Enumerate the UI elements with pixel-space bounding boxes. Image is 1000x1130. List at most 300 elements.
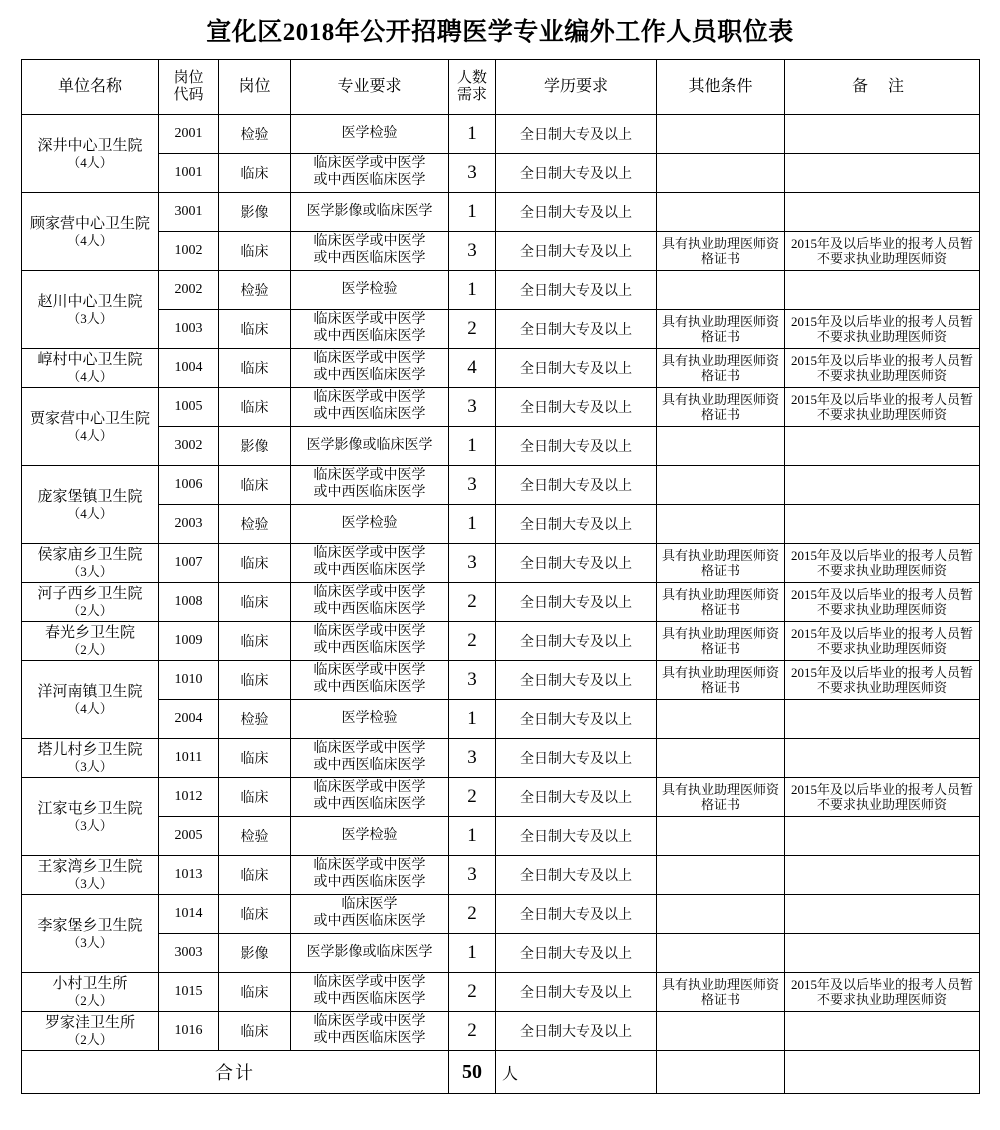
cell-major-requirement <box>291 583 449 622</box>
major-line: 或中西医临床医学 <box>313 602 426 617</box>
cell-note <box>785 934 980 973</box>
cell-major-requirement <box>291 739 449 778</box>
table-row <box>22 895 980 934</box>
cell-post-type: 检验 <box>219 505 291 544</box>
unit-name-text: 深井中心卫生院 <box>37 137 143 154</box>
cell-note <box>785 895 980 934</box>
total-label: 合计 <box>22 1051 449 1094</box>
cell-major-requirement <box>291 310 449 349</box>
cell-note <box>785 700 980 739</box>
cell-major-requirement <box>291 271 449 310</box>
major-line: 医学影像或临床医学 <box>306 437 433 453</box>
cell-post-type: 临床 <box>219 856 291 895</box>
unit-name-text: 春光乡卫生院 <box>44 625 135 642</box>
cell-note: 2015年及以后毕业的报考人员暂不要求执业助理医师资 <box>785 583 980 622</box>
unit-headcount-text: （4人） <box>67 427 113 443</box>
unit-headcount-text: （4人） <box>67 154 113 170</box>
cell-note: 2015年及以后毕业的报考人员暂不要求执业助理医师资 <box>785 349 980 388</box>
cell-unit-name <box>22 388 159 466</box>
unit-headcount-text: （3人） <box>67 817 113 833</box>
cell-unit-name <box>22 1012 159 1051</box>
cell-note <box>785 115 980 154</box>
unit-headcount-text: （2人） <box>67 603 113 619</box>
cell-post-type: 临床 <box>219 310 291 349</box>
cell-post-code: 1010 <box>159 661 219 700</box>
cell-post-code: 1006 <box>159 466 219 505</box>
cell-other-conditions <box>657 856 785 895</box>
cell-headcount: 3 <box>449 466 496 505</box>
cell-note <box>785 154 980 193</box>
cell-unit-name <box>22 349 159 388</box>
cell-headcount: 2 <box>449 622 496 661</box>
table-row <box>22 505 980 544</box>
table-body <box>22 115 980 1051</box>
cell-post-type: 临床 <box>219 973 291 1012</box>
table-row <box>22 115 980 154</box>
cell-post-type: 临床 <box>219 661 291 700</box>
header-row <box>22 60 980 115</box>
major-line: 医学检验 <box>341 710 398 726</box>
cell-major-requirement <box>291 895 449 934</box>
cell-education-requirement: 全日制大专及以上 <box>496 739 657 778</box>
cell-education-requirement: 全日制大专及以上 <box>496 778 657 817</box>
cell-other-conditions <box>657 739 785 778</box>
cell-note: 2015年及以后毕业的报考人员暂不要求执业助理医师资 <box>785 232 980 271</box>
cell-unit-name <box>22 583 159 622</box>
major-line: 临床医学或中医学 <box>313 156 426 172</box>
cell-education-requirement: 全日制大专及以上 <box>496 661 657 700</box>
unit-headcount-text: （4人） <box>67 369 113 385</box>
column-header-note: 备 注 <box>785 60 980 115</box>
cell-unit-name <box>22 973 159 1012</box>
cell-major-requirement <box>291 661 449 700</box>
unit-headcount-text: （3人） <box>67 564 113 580</box>
column-header-number-line1: 人数 <box>456 69 487 86</box>
table-row <box>22 154 980 193</box>
cell-post-code: 1015 <box>159 973 219 1012</box>
cell-headcount: 1 <box>449 817 496 856</box>
cell-education-requirement: 全日制大专及以上 <box>496 427 657 466</box>
cell-headcount: 1 <box>449 505 496 544</box>
cell-post-code: 1013 <box>159 856 219 895</box>
cell-education-requirement: 全日制大专及以上 <box>496 505 657 544</box>
cell-unit-name <box>22 778 159 856</box>
cell-major-requirement <box>291 505 449 544</box>
cell-education-requirement: 全日制大专及以上 <box>496 349 657 388</box>
cell-other-conditions <box>657 466 785 505</box>
major-line: 临床医学或中医学 <box>313 468 426 484</box>
cell-note <box>785 466 980 505</box>
column-header-major: 专业要求 <box>291 60 449 115</box>
table-row <box>22 583 980 622</box>
cell-major-requirement <box>291 622 449 661</box>
table-row <box>22 700 980 739</box>
cell-note: 2015年及以后毕业的报考人员暂不要求执业助理医师资 <box>785 310 980 349</box>
cell-post-type: 临床 <box>219 544 291 583</box>
cell-headcount: 1 <box>449 934 496 973</box>
major-line: 医学检验 <box>341 827 398 843</box>
cell-major-requirement <box>291 1012 449 1051</box>
unit-headcount-text: （4人） <box>67 505 113 521</box>
cell-major-requirement <box>291 778 449 817</box>
cell-headcount: 2 <box>449 973 496 1012</box>
table-row <box>22 661 980 700</box>
major-line: 或中西医临床医学 <box>313 563 426 578</box>
major-line: 或中西医临床医学 <box>313 641 426 656</box>
cell-post-code: 1008 <box>159 583 219 622</box>
cell-post-code: 1009 <box>159 622 219 661</box>
cell-other-conditions <box>657 271 785 310</box>
cell-post-type: 检验 <box>219 700 291 739</box>
unit-name-text: 顾家营中心卫生院 <box>29 215 150 232</box>
cell-unit-name <box>22 661 159 739</box>
major-line: 临床医学或中医学 <box>313 312 426 328</box>
table-row <box>22 817 980 856</box>
major-line: 临床医学或中医学 <box>313 585 426 601</box>
cell-other-conditions: 具有执业助理医师资格证书 <box>657 661 785 700</box>
major-line: 或中西医临床医学 <box>313 368 426 383</box>
cell-education-requirement: 全日制大专及以上 <box>496 583 657 622</box>
unit-name-text: 庞家堡镇卫生院 <box>37 488 143 505</box>
cell-headcount: 3 <box>449 739 496 778</box>
cell-other-conditions <box>657 934 785 973</box>
column-header-post: 岗位 <box>219 60 291 115</box>
cell-post-code: 1012 <box>159 778 219 817</box>
cell-major-requirement <box>291 973 449 1012</box>
cell-education-requirement: 全日制大专及以上 <box>496 1012 657 1051</box>
cell-post-type: 临床 <box>219 232 291 271</box>
major-line: 或中西医临床医学 <box>313 407 426 422</box>
cell-major-requirement <box>291 115 449 154</box>
table-row <box>22 388 980 427</box>
major-line: 或中西医临床医学 <box>313 992 426 1007</box>
unit-headcount-text: （2人） <box>67 642 113 658</box>
total-value: 50 <box>449 1051 496 1094</box>
cell-post-type: 临床 <box>219 778 291 817</box>
cell-note <box>785 505 980 544</box>
total-unit: 人 <box>496 1051 657 1094</box>
table-row <box>22 778 980 817</box>
unit-name-text: 王家湾乡卫生院 <box>37 859 143 876</box>
major-line: 医学影像或临床医学 <box>306 203 433 219</box>
table-row <box>22 232 980 271</box>
cell-headcount: 1 <box>449 193 496 232</box>
cell-note: 2015年及以后毕业的报考人员暂不要求执业助理医师资 <box>785 622 980 661</box>
major-line: 临床医学或中医学 <box>313 624 426 640</box>
major-line: 临床医学或中医学 <box>313 780 426 796</box>
cell-education-requirement: 全日制大专及以上 <box>496 934 657 973</box>
cell-other-conditions: 具有执业助理医师资格证书 <box>657 349 785 388</box>
cell-post-type: 临床 <box>219 349 291 388</box>
cell-other-conditions <box>657 427 785 466</box>
cell-other-conditions: 具有执业助理医师资格证书 <box>657 310 785 349</box>
cell-education-requirement: 全日制大专及以上 <box>496 544 657 583</box>
cell-note <box>785 739 980 778</box>
cell-other-conditions <box>657 115 785 154</box>
cell-post-code: 2004 <box>159 700 219 739</box>
table-footer <box>22 1051 980 1094</box>
cell-post-code: 1002 <box>159 232 219 271</box>
cell-unit-name <box>22 271 159 349</box>
major-line: 临床医学或中医学 <box>313 546 426 562</box>
cell-education-requirement: 全日制大专及以上 <box>496 232 657 271</box>
cell-other-conditions: 具有执业助理医师资格证书 <box>657 622 785 661</box>
major-line: 医学检验 <box>341 515 398 531</box>
cell-post-code: 1016 <box>159 1012 219 1051</box>
major-line: 医学影像或临床医学 <box>306 944 433 960</box>
cell-headcount: 1 <box>449 700 496 739</box>
cell-education-requirement: 全日制大专及以上 <box>496 466 657 505</box>
cell-headcount: 3 <box>449 856 496 895</box>
cell-post-type: 影像 <box>219 427 291 466</box>
cell-other-conditions <box>657 700 785 739</box>
cell-headcount: 3 <box>449 154 496 193</box>
cell-major-requirement <box>291 193 449 232</box>
table-row <box>22 349 980 388</box>
cell-post-code: 1001 <box>159 154 219 193</box>
cell-education-requirement: 全日制大专及以上 <box>496 856 657 895</box>
unit-name-text: 李家堡乡卫生院 <box>37 917 143 934</box>
cell-note: 2015年及以后毕业的报考人员暂不要求执业助理医师资 <box>785 661 980 700</box>
table-row <box>22 739 980 778</box>
major-line: 或中西医临床医学 <box>313 914 426 929</box>
table-row <box>22 544 980 583</box>
major-line: 临床医学或中医学 <box>313 975 426 991</box>
cell-headcount: 1 <box>449 427 496 466</box>
major-line: 或中西医临床医学 <box>313 797 426 812</box>
cell-post-code: 2001 <box>159 115 219 154</box>
cell-post-code: 3002 <box>159 427 219 466</box>
cell-other-conditions: 具有执业助理医师资格证书 <box>657 232 785 271</box>
unit-headcount-text: （3人） <box>67 759 113 775</box>
major-line: 临床医学或中医学 <box>313 351 426 367</box>
cell-post-code: 2005 <box>159 817 219 856</box>
cell-headcount: 2 <box>449 310 496 349</box>
major-line: 或中西医临床医学 <box>313 1031 426 1046</box>
cell-other-conditions: 具有执业助理医师资格证书 <box>657 778 785 817</box>
cell-headcount: 3 <box>449 544 496 583</box>
cell-note <box>785 193 980 232</box>
cell-other-conditions <box>657 505 785 544</box>
cell-post-type: 临床 <box>219 1012 291 1051</box>
cell-post-type: 影像 <box>219 934 291 973</box>
major-line: 或中西医临床医学 <box>313 875 426 890</box>
cell-post-type: 临床 <box>219 154 291 193</box>
cell-education-requirement: 全日制大专及以上 <box>496 973 657 1012</box>
cell-major-requirement <box>291 349 449 388</box>
cell-headcount: 3 <box>449 661 496 700</box>
cell-education-requirement: 全日制大专及以上 <box>496 622 657 661</box>
column-header-number <box>449 60 496 115</box>
cell-post-code: 1003 <box>159 310 219 349</box>
table-header <box>22 60 980 115</box>
cell-major-requirement <box>291 817 449 856</box>
cell-major-requirement <box>291 427 449 466</box>
cell-note <box>785 1012 980 1051</box>
unit-name-text: 河子西乡卫生院 <box>37 586 143 603</box>
unit-headcount-text: （4人） <box>67 232 113 248</box>
cell-headcount: 2 <box>449 1012 496 1051</box>
cell-post-code: 2003 <box>159 505 219 544</box>
unit-name-text: 崞村中心卫生院 <box>37 352 143 369</box>
table-row <box>22 622 980 661</box>
major-line: 临床医学或中医学 <box>313 741 426 757</box>
cell-other-conditions <box>657 154 785 193</box>
column-header-education: 学历要求 <box>496 60 657 115</box>
unit-name-text: 罗家洼卫生所 <box>44 1015 135 1032</box>
cell-post-type: 检验 <box>219 817 291 856</box>
major-line: 或中西医临床医学 <box>313 329 426 344</box>
cell-unit-name <box>22 466 159 544</box>
table-row <box>22 310 980 349</box>
column-header-code-line2: 代码 <box>173 87 204 103</box>
cell-post-code: 1005 <box>159 388 219 427</box>
cell-post-code: 3003 <box>159 934 219 973</box>
column-header-number-line2: 需求 <box>456 87 487 103</box>
cell-education-requirement: 全日制大专及以上 <box>496 388 657 427</box>
major-line: 或中西医临床医学 <box>313 173 426 188</box>
cell-headcount: 2 <box>449 778 496 817</box>
cell-education-requirement: 全日制大专及以上 <box>496 817 657 856</box>
cell-note <box>785 856 980 895</box>
table-row <box>22 1012 980 1051</box>
cell-major-requirement <box>291 232 449 271</box>
cell-major-requirement <box>291 700 449 739</box>
cell-post-code: 1004 <box>159 349 219 388</box>
total-blank-note <box>785 1051 980 1094</box>
cell-other-conditions <box>657 1012 785 1051</box>
cell-unit-name <box>22 193 159 271</box>
unit-name-text: 小村卫生所 <box>52 976 128 993</box>
unit-name-text: 江家屯乡卫生院 <box>37 800 143 817</box>
cell-major-requirement <box>291 388 449 427</box>
cell-post-type: 影像 <box>219 193 291 232</box>
cell-education-requirement: 全日制大专及以上 <box>496 115 657 154</box>
cell-note: 2015年及以后毕业的报考人员暂不要求执业助理医师资 <box>785 778 980 817</box>
cell-post-code: 1007 <box>159 544 219 583</box>
cell-post-type: 临床 <box>219 895 291 934</box>
cell-post-code: 1014 <box>159 895 219 934</box>
major-line: 医学检验 <box>341 125 398 141</box>
major-line: 或中西医临床医学 <box>313 680 426 695</box>
cell-major-requirement <box>291 856 449 895</box>
table-row <box>22 934 980 973</box>
total-row <box>22 1051 980 1094</box>
cell-post-type: 临床 <box>219 583 291 622</box>
cell-other-conditions <box>657 817 785 856</box>
column-header-unit: 单位名称 <box>22 60 159 115</box>
cell-post-code: 2002 <box>159 271 219 310</box>
unit-name-text: 贾家营中心卫生院 <box>29 410 150 427</box>
major-line: 临床医学或中医学 <box>313 858 426 874</box>
table-row <box>22 427 980 466</box>
table-row <box>22 856 980 895</box>
cell-note <box>785 271 980 310</box>
cell-unit-name <box>22 622 159 661</box>
major-line: 或中西医临床医学 <box>313 758 426 773</box>
column-header-code <box>159 60 219 115</box>
cell-post-type: 临床 <box>219 388 291 427</box>
cell-headcount: 1 <box>449 271 496 310</box>
unit-headcount-text: （3人） <box>67 934 113 950</box>
cell-headcount: 2 <box>449 583 496 622</box>
cell-post-type: 临床 <box>219 739 291 778</box>
major-line: 或中西医临床医学 <box>313 485 426 500</box>
cell-post-type: 检验 <box>219 271 291 310</box>
cell-post-type: 检验 <box>219 115 291 154</box>
cell-education-requirement: 全日制大专及以上 <box>496 895 657 934</box>
unit-headcount-text: （3人） <box>67 876 113 892</box>
cell-other-conditions: 具有执业助理医师资格证书 <box>657 973 785 1012</box>
unit-name-text: 侯家庙乡卫生院 <box>37 547 143 564</box>
cell-headcount: 1 <box>449 115 496 154</box>
unit-name-text: 塔儿村乡卫生院 <box>37 742 143 759</box>
cell-post-type: 临床 <box>219 622 291 661</box>
cell-post-type: 临床 <box>219 466 291 505</box>
cell-major-requirement <box>291 154 449 193</box>
column-header-other: 其他条件 <box>657 60 785 115</box>
cell-other-conditions: 具有执业助理医师资格证书 <box>657 544 785 583</box>
table-row <box>22 973 980 1012</box>
unit-headcount-text: （4人） <box>67 700 113 716</box>
cell-headcount: 3 <box>449 388 496 427</box>
cell-unit-name <box>22 895 159 973</box>
cell-education-requirement: 全日制大专及以上 <box>496 310 657 349</box>
cell-note: 2015年及以后毕业的报考人员暂不要求执业助理医师资 <box>785 544 980 583</box>
cell-other-conditions <box>657 193 785 232</box>
cell-note <box>785 427 980 466</box>
cell-unit-name <box>22 115 159 193</box>
cell-note <box>785 817 980 856</box>
total-blank-other <box>657 1051 785 1094</box>
major-line: 医学检验 <box>341 281 398 297</box>
major-line: 临床医学或中医学 <box>313 390 426 406</box>
cell-education-requirement: 全日制大专及以上 <box>496 154 657 193</box>
cell-major-requirement <box>291 544 449 583</box>
unit-name-text: 洋河南镇卫生院 <box>37 683 143 700</box>
cell-unit-name <box>22 856 159 895</box>
table-row <box>22 193 980 232</box>
cell-post-code: 3001 <box>159 193 219 232</box>
unit-headcount-text: （3人） <box>67 310 113 326</box>
cell-other-conditions <box>657 895 785 934</box>
job-position-table <box>21 59 980 1094</box>
column-header-code-line1: 岗位 <box>173 69 204 86</box>
cell-education-requirement: 全日制大专及以上 <box>496 700 657 739</box>
cell-other-conditions: 具有执业助理医师资格证书 <box>657 388 785 427</box>
cell-headcount: 3 <box>449 232 496 271</box>
table-row <box>22 466 980 505</box>
major-line: 临床医学或中医学 <box>313 663 426 679</box>
cell-education-requirement: 全日制大专及以上 <box>496 193 657 232</box>
cell-major-requirement <box>291 466 449 505</box>
major-line: 临床医学 <box>341 897 398 913</box>
unit-headcount-text: （2人） <box>67 993 113 1009</box>
cell-headcount: 2 <box>449 895 496 934</box>
cell-note: 2015年及以后毕业的报考人员暂不要求执业助理医师资 <box>785 973 980 1012</box>
cell-major-requirement <box>291 934 449 973</box>
cell-unit-name <box>22 544 159 583</box>
cell-headcount: 4 <box>449 349 496 388</box>
cell-post-code: 1011 <box>159 739 219 778</box>
major-line: 临床医学或中医学 <box>313 234 426 250</box>
unit-headcount-text: （2人） <box>67 1032 113 1048</box>
cell-unit-name <box>22 739 159 778</box>
table-row <box>22 271 980 310</box>
page-title: 宣化区2018年公开招聘医学专业编外工作人员职位表 <box>206 19 794 46</box>
unit-name-text: 赵川中心卫生院 <box>37 293 143 310</box>
cell-education-requirement: 全日制大专及以上 <box>496 271 657 310</box>
